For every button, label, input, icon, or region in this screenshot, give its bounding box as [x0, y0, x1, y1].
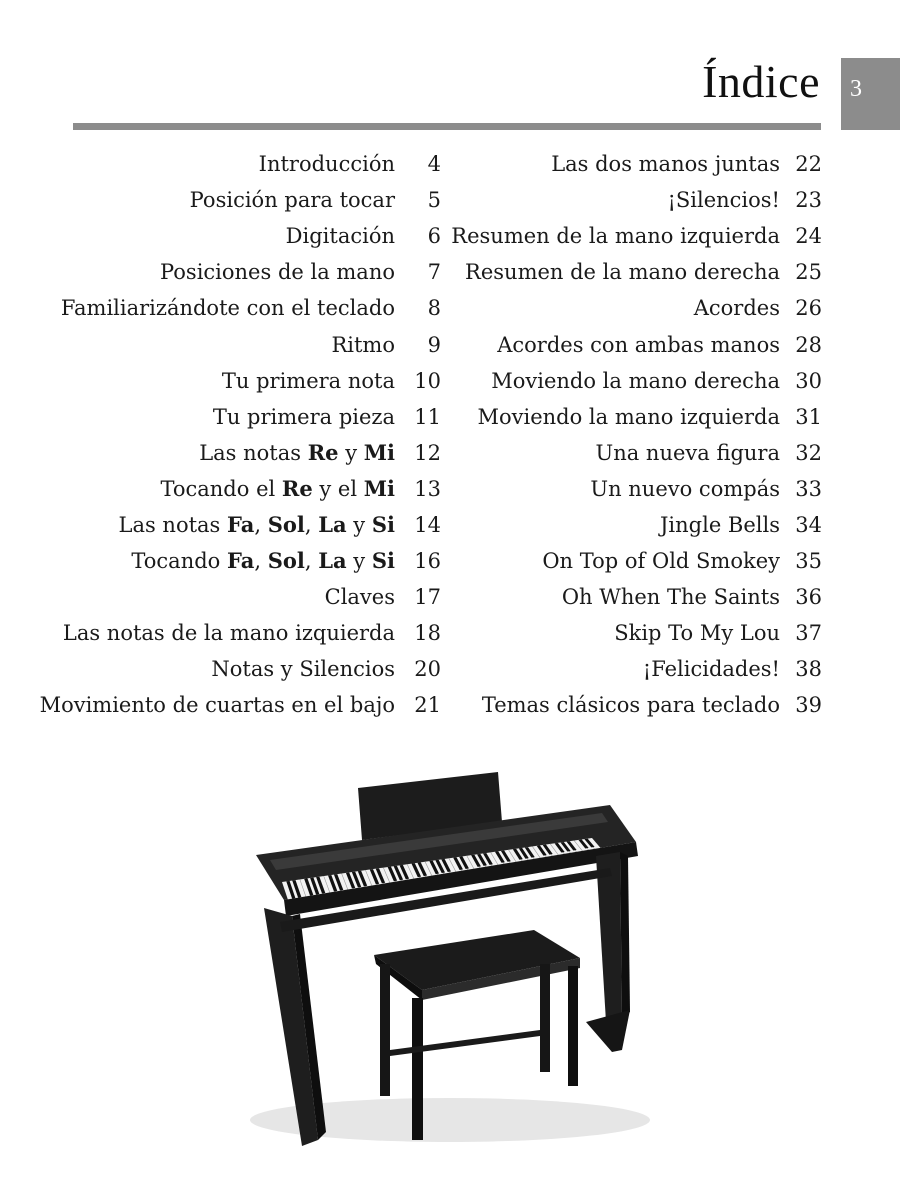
- toc-entry: [451, 651, 822, 687]
- toc-entry-title: [614, 615, 780, 651]
- toc-entry: [451, 326, 822, 362]
- toc-entry-page: 13: [414, 476, 441, 501]
- page-title: Índice: [702, 56, 820, 107]
- toc-entry-text: Sol: [267, 511, 305, 537]
- toc-entry-text: Re: [307, 439, 339, 465]
- toc-entry: [451, 218, 822, 254]
- toc-entry: [40, 579, 441, 615]
- toc-entry: [40, 254, 441, 290]
- toc-entry-page: 21: [414, 693, 441, 718]
- toc-entry-page: 11: [414, 404, 441, 429]
- toc-entry-text: Las dos manos juntas: [551, 152, 780, 177]
- toc-entry: [451, 579, 822, 615]
- toc-entry-page: 37: [795, 621, 822, 646]
- toc-entry-page: 12: [414, 440, 441, 465]
- toc-entry-text: Introducción: [258, 152, 395, 177]
- toc-entry: [451, 471, 822, 507]
- toc-entry-text: Una nueva figura: [595, 440, 780, 465]
- toc-entry-text: Tu primera pieza: [212, 404, 395, 429]
- toc-entry-title: [40, 687, 395, 723]
- toc-entry-title: [491, 363, 780, 399]
- toc-entry: [40, 507, 441, 543]
- toc-entry-page: 22: [795, 152, 822, 177]
- page-number: 3: [850, 76, 862, 102]
- toc-entry-text: Mi: [363, 439, 395, 465]
- toc-entry-page: 33: [795, 476, 822, 501]
- toc-entry-text: Moviendo la mano izquierda: [477, 404, 780, 429]
- toc-entry: [451, 435, 822, 471]
- toc-entry-title: [562, 579, 780, 615]
- toc-entry-text: Claves: [324, 585, 395, 610]
- toc-entry-title: [694, 290, 780, 326]
- toc-entry-text: Un nuevo compás: [590, 476, 780, 501]
- toc-entry-text: Tocando: [131, 549, 227, 574]
- title-rule: [73, 123, 821, 130]
- toc-entry-title: [190, 182, 395, 218]
- toc-entry-text: ,: [304, 512, 319, 537]
- toc-entry-title: [497, 327, 780, 363]
- toc-entry-text: Fa: [227, 511, 255, 537]
- toc-entry-title: [643, 651, 780, 687]
- toc-entry-text: Movimiento de cuartas en el bajo: [39, 693, 395, 718]
- toc-entry-page: 31: [795, 404, 822, 429]
- toc-column-right: [451, 146, 822, 724]
- toc-entry-page: 9: [427, 332, 441, 357]
- toc-entry-page: 34: [795, 512, 822, 537]
- toc-entry-text: Temas clásicos para teclado: [481, 693, 780, 718]
- toc-entry-title: [331, 327, 395, 363]
- toc-entry-title: [660, 507, 780, 543]
- toc-entry-page: 35: [795, 549, 822, 574]
- toc-entry-title: [213, 399, 395, 435]
- toc-entry: [40, 615, 441, 651]
- toc-entry-text: Resumen de la mano derecha: [465, 260, 780, 285]
- toc-entry: [40, 182, 441, 218]
- toc-entry-text: y el: [312, 476, 364, 501]
- toc-entry-title: [119, 507, 396, 543]
- toc-entry-page: 7: [427, 260, 441, 285]
- toc-entry: [40, 399, 441, 435]
- toc-entry: [40, 687, 441, 723]
- toc-entry-page: 30: [795, 368, 822, 393]
- toc-entry: [451, 615, 822, 651]
- toc-entry-text: ,: [254, 512, 268, 537]
- toc-entry-text: Sol: [267, 548, 305, 574]
- piano-illustration: [240, 760, 660, 1164]
- toc-entry: [451, 290, 822, 326]
- toc-column-left: [40, 146, 441, 724]
- toc-entry-text: Fa: [227, 548, 255, 574]
- toc-entry-text: Acordes con ambas manos: [497, 332, 780, 357]
- toc-entry-text: ,: [254, 549, 268, 574]
- toc-entry-text: Ritmo: [331, 332, 395, 357]
- toc-entry-title: [63, 615, 395, 651]
- toc-entry: [40, 363, 441, 399]
- toc-entry-title: [61, 290, 395, 326]
- toc-entry-text: Oh When The Saints: [561, 585, 780, 610]
- toc-entry-text: ,: [304, 549, 319, 574]
- toc-entry-page: 10: [414, 368, 441, 393]
- toc-entry: [40, 435, 441, 471]
- toc-entry: [451, 363, 822, 399]
- toc-entry: [40, 471, 441, 507]
- toc-entry-text: Si: [371, 511, 395, 537]
- toc-entry-text: Jingle Bells: [660, 512, 780, 537]
- toc-entry: [40, 146, 441, 182]
- toc-entry-text: Posición para tocar: [189, 188, 395, 213]
- toc-entry-text: On Top of Old Smokey: [542, 549, 780, 574]
- toc-entry-text: Skip To My Lou: [614, 621, 780, 646]
- toc-entry-page: 14: [414, 512, 441, 537]
- toc-entry-text: Notas y Silencios: [211, 657, 395, 682]
- toc-entry-text: Tu primera nota: [221, 368, 395, 393]
- toc-entry-title: [667, 182, 780, 218]
- toc-entry-page: 5: [427, 188, 441, 213]
- toc-entry-page: 39: [795, 693, 822, 718]
- toc-entry-title: [451, 218, 780, 254]
- toc-entry: [40, 218, 441, 254]
- toc-entry-text: Mi: [363, 475, 395, 501]
- toc-entry: [40, 326, 441, 362]
- toc-entry-text: Las notas de la mano izquierda: [62, 621, 395, 646]
- toc-entry-title: [542, 543, 780, 579]
- toc-entry-text: Resumen de la mano izquierda: [451, 224, 780, 249]
- toc-entry-page: 20: [414, 657, 441, 682]
- toc-entry-text: La: [318, 548, 347, 574]
- toc-entry-text: Posiciones de la mano: [160, 260, 395, 285]
- toc-entry: [451, 182, 822, 218]
- toc-entry-text: Si: [371, 548, 395, 574]
- toc-entry-title: [325, 579, 395, 615]
- toc-entry-text: ¡Felicidades!: [642, 657, 780, 682]
- toc-entry-title: [590, 471, 780, 507]
- toc-entry-page: 38: [795, 657, 822, 682]
- toc-entry-title: [160, 471, 395, 507]
- toc-entry-title: [465, 254, 780, 290]
- toc-entry-page: 6: [427, 224, 441, 249]
- toc-entry: [40, 651, 441, 687]
- toc-entry-title: [482, 687, 780, 723]
- toc-entry-title: [596, 435, 781, 471]
- toc-entry: [451, 146, 822, 182]
- toc-entry: [40, 290, 441, 326]
- toc-entry-page: 8: [427, 296, 441, 321]
- toc-entry-title: [131, 543, 395, 579]
- toc-entry-title: [211, 651, 395, 687]
- toc-entry-text: Familiarizándote con el teclado: [60, 296, 395, 321]
- toc-entry: [451, 687, 822, 723]
- toc-entry-page: 36: [795, 585, 822, 610]
- toc-entry-title: [160, 254, 395, 290]
- toc-entry: [451, 543, 822, 579]
- toc-entry-text: y: [346, 512, 372, 537]
- toc-entry-text: Las notas: [118, 512, 227, 537]
- toc-entry-text: ¡Silencios!: [667, 188, 780, 213]
- toc-entry-text: Moviendo la mano derecha: [491, 368, 780, 393]
- toc-entry-title: [286, 218, 395, 254]
- digital-piano-with-bench-icon: [240, 760, 660, 1160]
- toc-entry-page: 4: [427, 152, 441, 177]
- toc-entry: [40, 543, 441, 579]
- toc-entry-text: y: [338, 440, 364, 465]
- toc-entry-text: Las notas: [199, 440, 308, 465]
- toc-entry-title: [222, 363, 395, 399]
- toc-entry-text: Digitación: [285, 224, 395, 249]
- page-number-tab: [841, 58, 900, 130]
- toc-entry-text: Acordes: [693, 296, 780, 321]
- toc-entry-page: 25: [795, 260, 822, 285]
- toc-entry-text: Re: [281, 475, 313, 501]
- toc-entry-page: 32: [795, 440, 822, 465]
- toc-entry-text: Tocando el: [160, 476, 282, 501]
- toc-entry-page: 28: [795, 332, 822, 357]
- toc-entry-page: 17: [414, 585, 441, 610]
- toc-entry-text: y: [346, 549, 372, 574]
- toc-entry-page: 23: [795, 188, 822, 213]
- toc-entry-title: [551, 146, 780, 182]
- toc-entry-title: [477, 399, 780, 435]
- toc-entry-page: 16: [414, 549, 441, 574]
- toc-entry-page: 24: [795, 224, 822, 249]
- toc-entry-page: 26: [795, 296, 822, 321]
- toc-entry-page: 18: [414, 621, 441, 646]
- toc-entry: [451, 399, 822, 435]
- toc-entry-title: [199, 435, 395, 471]
- toc-entry: [451, 507, 822, 543]
- toc-entry-text: La: [318, 511, 347, 537]
- toc-entry: [451, 254, 822, 290]
- toc-entry-title: [259, 146, 395, 182]
